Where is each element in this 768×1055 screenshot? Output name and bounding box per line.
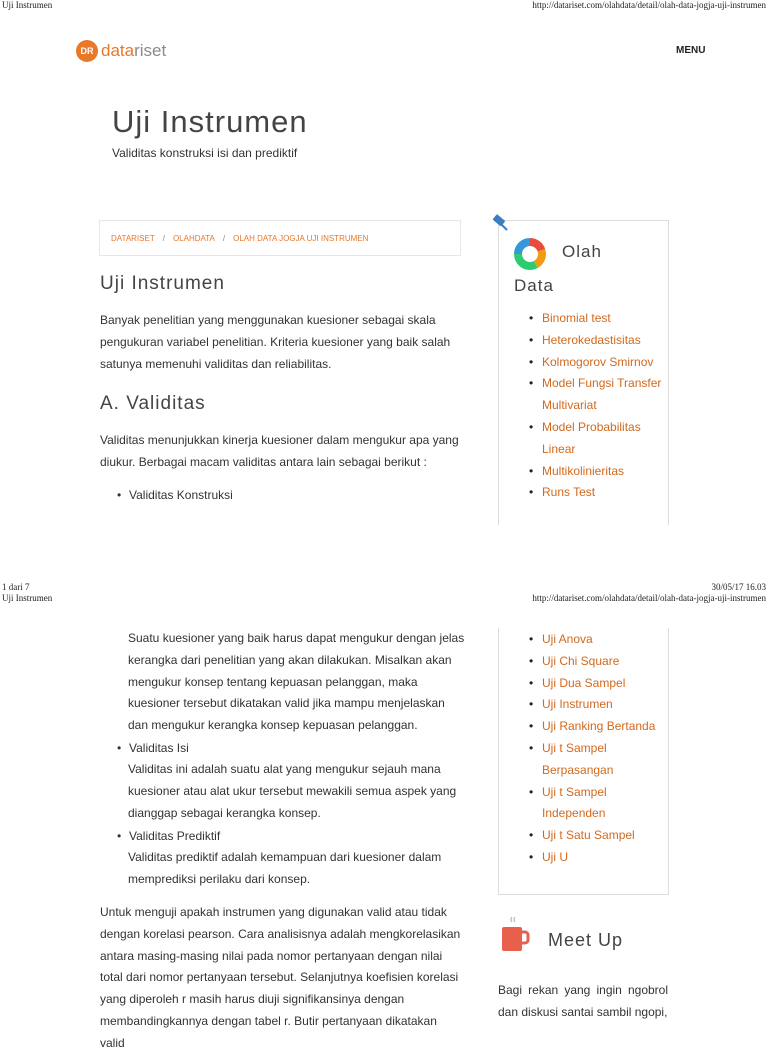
section-a-text: Validitas menunjukkan kinerja kuesioner dalam mengukur apa yang diukur. Berbagai macam validitas antara lain sebagai berikut : <box>100 433 459 469</box>
item-text: Validitas ini adalah suatu alat yang mengukur sejauh mana kuesioner atau alat ukur tersebut mewakili semua aspek yang dianggap sebagai kerangka konsep. <box>128 762 457 820</box>
breadcrumb-item-datariset[interactable]: DATARISET <box>111 233 155 243</box>
sidebar-item <box>528 482 668 504</box>
sidebar-data-title: Data <box>514 276 554 295</box>
item-title: Validitas Prediktif <box>129 829 221 843</box>
sidebar-link-uji-t-satu-sampel[interactable]: Uji t Satu Sampel <box>542 828 635 843</box>
print-header-url: http://datariset.com/olahdata/detail/olah-data-jogja-uji-instrumen <box>532 593 766 603</box>
sidebar-link-uji-chi-square[interactable]: Uji Chi Square <box>542 653 620 668</box>
page-subtitle: Validitas konstruksi isi dan prediktif <box>112 146 298 160</box>
meetup-title: Meet Up <box>548 930 624 950</box>
sidebar-link-uji-anova[interactable]: Uji Anova <box>542 632 593 646</box>
sidebar-link-binomial-test[interactable]: Binomial test <box>542 311 611 325</box>
sidebar-link-uji-dua-sampel[interactable]: Uji Dua Sampel <box>542 675 626 690</box>
breadcrumb-separator: / <box>222 233 226 243</box>
breadcrumb-item-current[interactable]: OLAH DATA JOGJA UJI INSTRUMEN <box>233 233 369 243</box>
sidebar-link-uji-t-sampel-berpasangan[interactable]: Uji t Sampel Berpasangan <box>542 740 614 777</box>
logo-badge-icon: DR <box>76 40 98 62</box>
sidebar-item <box>528 417 668 461</box>
sidebar-link-kolmogorov-smirnov[interactable]: Kolmogorov Smirnov <box>542 354 654 369</box>
list-item <box>118 741 189 755</box>
list-item <box>118 488 233 502</box>
sidebar-olah-title: Olah <box>562 242 602 261</box>
donut-chart-icon <box>513 237 547 271</box>
sidebar-item <box>528 461 668 483</box>
sidebar-item <box>528 629 668 651</box>
sidebar-link-heterokedastisitas[interactable]: Heterokedastisitas <box>542 332 641 347</box>
print-footer-date: 30/05/17 16.03 <box>711 582 766 592</box>
sidebar-list-1 <box>528 308 668 504</box>
sidebar-link-uji-instrumen[interactable]: Uji Instrumen <box>542 697 613 712</box>
sidebar-item <box>528 716 668 738</box>
menu-button[interactable]: MENU <box>676 45 706 56</box>
article-heading: Uji Instrumen <box>100 273 225 294</box>
sidebar-item <box>528 694 668 716</box>
sidebar-list-2 <box>528 629 668 869</box>
list-item <box>118 829 220 843</box>
sidebar-link-multikolinieritas[interactable]: Multikolinieritas <box>542 463 625 478</box>
print-header-title: Uji Instrumen <box>2 593 53 603</box>
logo-text: datariset <box>101 41 167 60</box>
article-intro: Banyak penelitian yang menggunakan kuesioner sebagai skala pengukuran variabel penelitian. Kriteria kuesioner yang baik salah satunya memenuhi validitas dan reliabilitas. <box>100 313 451 371</box>
item-text: Validitas prediktif adalah kemampuan dari kuesioner dalam memprediksi perilaku dari konsep. <box>128 850 442 886</box>
sidebar-link-uji-u[interactable]: Uji U <box>542 849 568 864</box>
sidebar-item <box>528 651 668 673</box>
article-closing: Untuk menguji apakah instrumen yang digunakan valid atau tidak dengan korelasi pearson. Cara analisisnya adalah mengkorelasikan antara masing-masing nilai pada nomor pertanyaan dengan nilai total dari nomor pertanyaan tersebut. Selanjutnya koefisien korelasi yang diperoleh r masih harus diuji signifikansinya dengan membandingkannya dengan tabel r. Butir pertanyaan dikatakan valid <box>100 905 461 1050</box>
pin-icon <box>489 212 509 232</box>
sidebar-link-uji-t-sampel-independen[interactable]: Uji t Sampel Independen <box>542 784 607 821</box>
page-title: Uji Instrumen <box>112 104 308 139</box>
sidebar-item <box>528 847 668 869</box>
sidebar-link-runs-test[interactable]: Runs Test <box>542 485 596 500</box>
site-logo[interactable] <box>76 40 166 62</box>
sidebar-item <box>528 330 668 352</box>
section-a-heading: A. Validitas <box>100 393 206 414</box>
sidebar-link-model-probabilitas-linear[interactable]: Model Probabilitas Linear <box>542 419 641 456</box>
coffee-mug-icon <box>500 915 530 955</box>
print-header-title: Uji Instrumen <box>2 0 53 10</box>
breadcrumb <box>99 220 461 256</box>
sidebar-item <box>528 782 668 826</box>
breadcrumb-item-olahdata[interactable]: OLAHDATA <box>172 233 215 243</box>
item-title: Validitas Konstruksi <box>129 488 233 502</box>
sidebar-item <box>528 825 668 847</box>
sidebar-item <box>528 308 668 330</box>
sidebar-item <box>528 373 668 417</box>
sidebar-item <box>528 352 668 374</box>
print-header-url: http://datariset.com/olahdata/detail/olah-data-jogja-uji-instrumen <box>532 0 766 10</box>
sidebar-link-model-fungsi-transfer[interactable]: Model Fungsi Transfer Multivariat <box>542 376 662 413</box>
item-text: Suatu kuesioner yang baik harus dapat mengukur dengan jelas kerangka dari penelitian yang akan dilakukan. Misalkan akan mengukur konsep tentang kepuasan pelanggan, maka kuesioner tersebut dikatakan valid jika mampu menjelaskan dan mengukur kerangka konsep kepuasan pelanggan. <box>128 631 465 733</box>
sidebar-link-uji-ranking-bertanda[interactable]: Uji Ranking Bertanda <box>542 719 656 734</box>
meetup-text: Bagi rekan yang ingin ngobrol dan diskusi santai sambil ngopi, <box>498 983 668 1019</box>
breadcrumb-separator: / <box>162 233 165 243</box>
item-title: Validitas Isi <box>129 741 189 755</box>
sidebar-item <box>528 673 668 695</box>
sidebar-item <box>528 738 668 782</box>
print-footer-page: 1 dari 7 <box>2 582 30 592</box>
